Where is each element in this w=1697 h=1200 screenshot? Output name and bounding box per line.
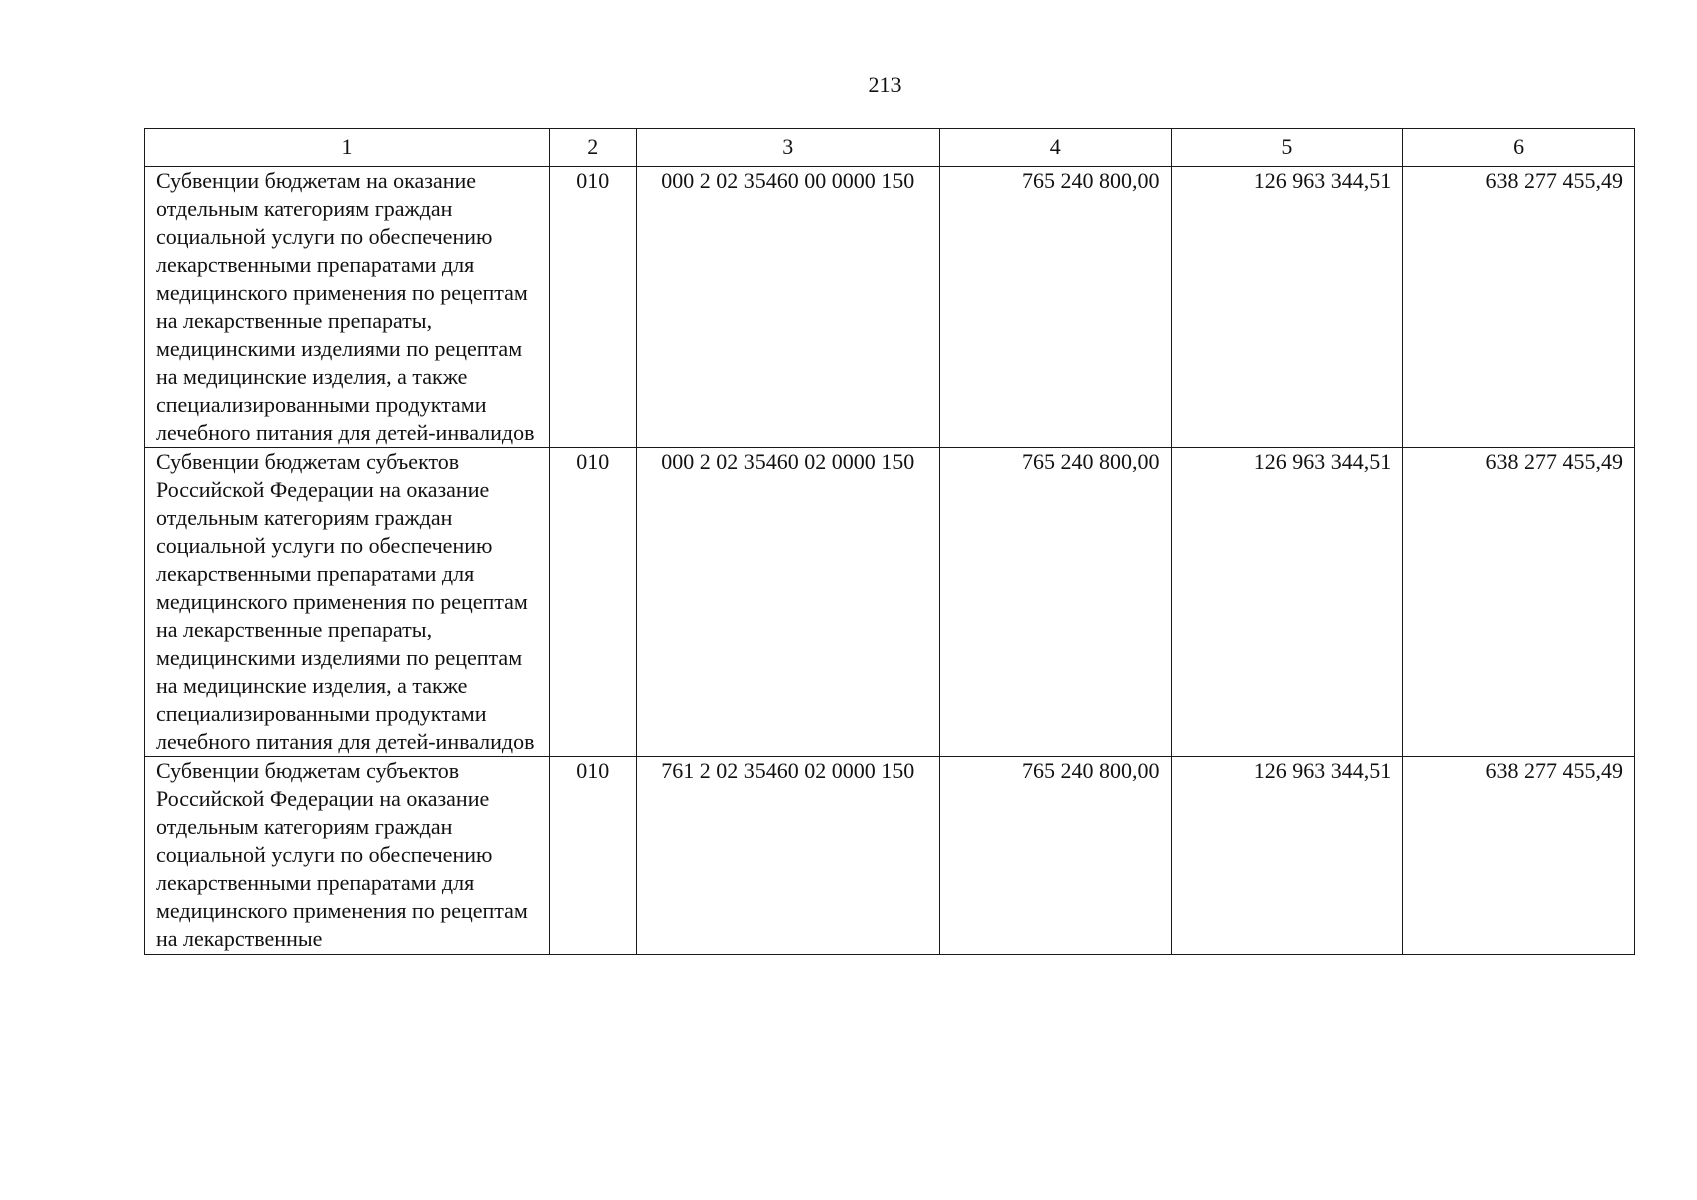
- column-number-row: [145, 129, 1635, 167]
- executed-amount-cell: 126 963 344,51: [1171, 757, 1403, 955]
- approved-amount-cell: 765 240 800,00: [939, 167, 1171, 448]
- budget-classification-code-cell: 761 2 02 35460 02 0000 150: [636, 757, 939, 955]
- indicator-name-cell: Субвенции бюджетам на оказание отдельным категориям граждан социальной услуги по обеспечению лекарственными препаратами для медицинского применения по рецептам на лекарственные препараты, медицинскими изделиями по рецептам на медицинские изделия, а также специализированными продуктами лечебного питания для детей-инвалидов: [145, 167, 550, 448]
- budget-classification-code-cell: 000 2 02 35460 02 0000 150: [636, 448, 939, 757]
- executed-amount-cell: 126 963 344,51: [1171, 167, 1403, 448]
- remaining-amount-cell: 638 277 455,49: [1403, 448, 1635, 757]
- column-header-4: 4: [939, 129, 1171, 167]
- column-header-5: 5: [1171, 129, 1403, 167]
- column-header-1: 1: [145, 129, 550, 167]
- executed-amount-cell: 126 963 344,51: [1171, 448, 1403, 757]
- column-header-6: 6: [1403, 129, 1635, 167]
- table-row: [145, 757, 1635, 955]
- remaining-amount-cell: 638 277 455,49: [1403, 167, 1635, 448]
- budget-table: [144, 128, 1635, 955]
- approved-amount-cell: 765 240 800,00: [939, 448, 1171, 757]
- column-header-3: 3: [636, 129, 939, 167]
- line-code-cell: 010: [549, 757, 636, 955]
- indicator-name-cell: Субвенции бюджетам субъектов Российской Федерации на оказание отдельным категориям граждан социальной услуги по обеспечению лекарственными препаратами для медицинского применения по рецептам на лекарственные препараты, медицинскими изделиями по рецептам на медицинские изделия, а также специализированными продуктами лечебного питания для детей-инвалидов: [145, 448, 550, 757]
- table-row: [145, 167, 1635, 448]
- budget-classification-code-cell: 000 2 02 35460 00 0000 150: [636, 167, 939, 448]
- table-row: [145, 448, 1635, 757]
- page-number: 213: [868, 72, 902, 97]
- column-header-2: 2: [549, 129, 636, 167]
- line-code-cell: 010: [549, 167, 636, 448]
- remaining-amount-cell: 638 277 455,49: [1403, 757, 1635, 955]
- line-code-cell: 010: [549, 448, 636, 757]
- approved-amount-cell: 765 240 800,00: [939, 757, 1171, 955]
- indicator-name-cell: Субвенции бюджетам субъектов Российской Федерации на оказание отдельным категориям граждан социальной услуги по обеспечению лекарственными препаратами для медицинского применения по рецептам на лекарственные: [145, 757, 550, 955]
